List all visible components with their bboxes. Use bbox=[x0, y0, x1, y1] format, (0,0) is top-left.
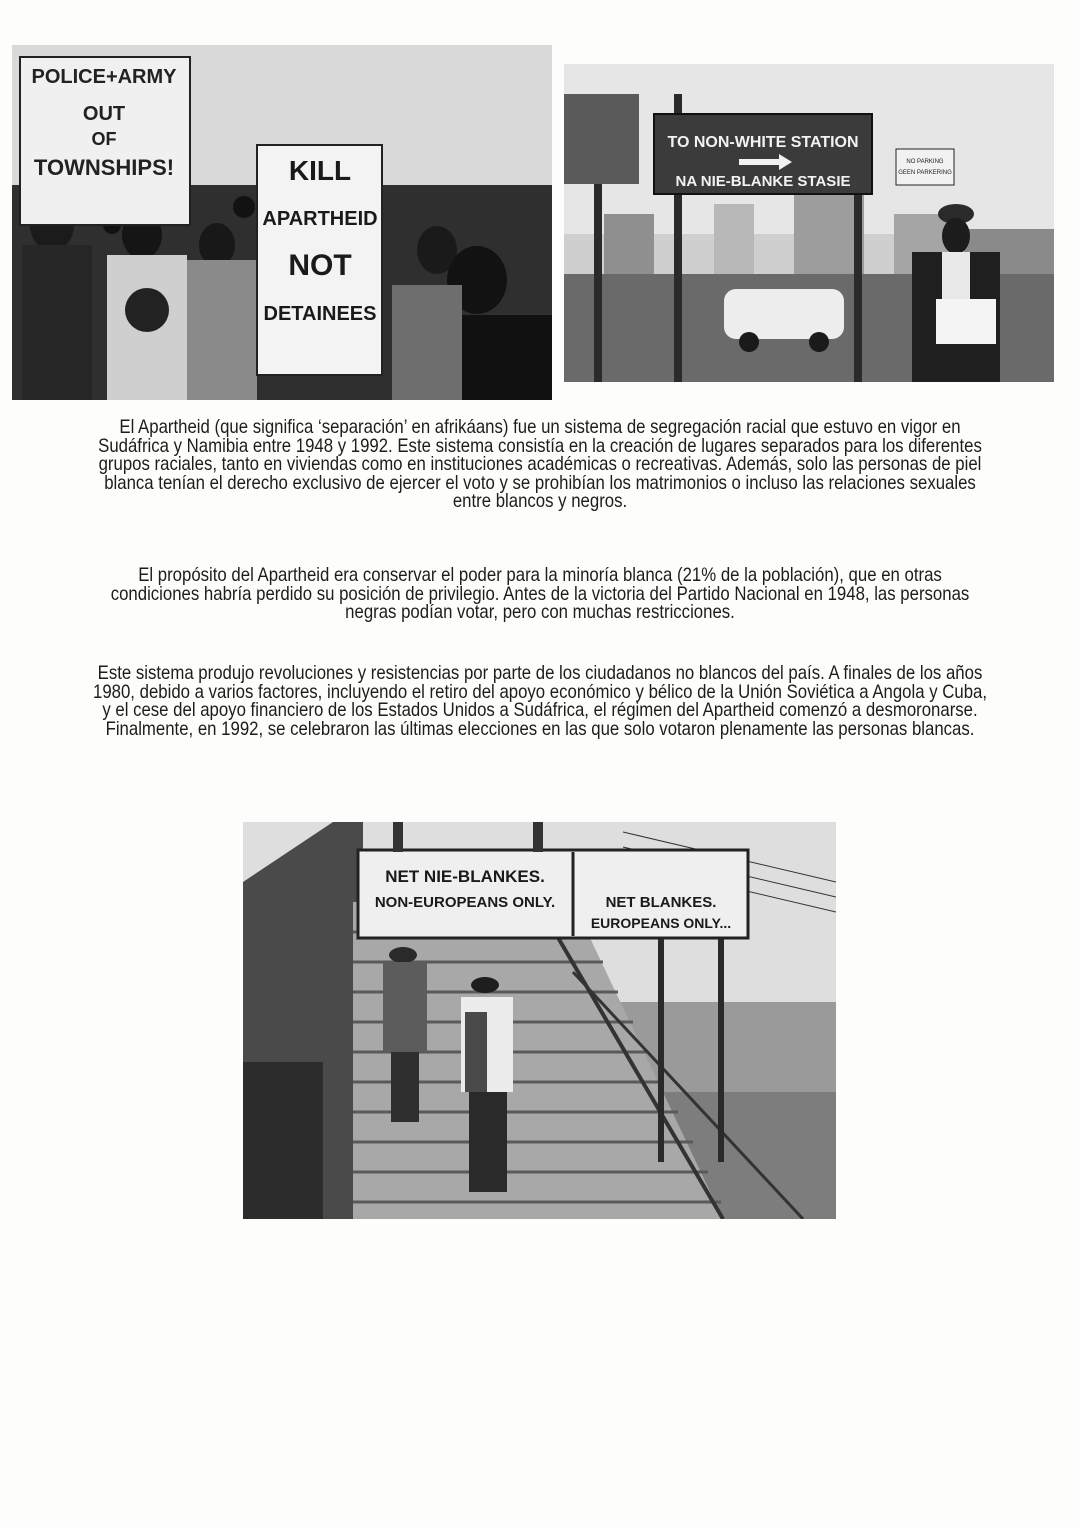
sign-detainees: DETAINEES bbox=[263, 303, 377, 325]
sign-of: OF bbox=[91, 129, 117, 149]
sign-kill: KILL bbox=[288, 155, 352, 186]
sign-out: OUT bbox=[82, 103, 126, 125]
paragraph-end bbox=[93, 664, 987, 738]
station-sign-photo bbox=[564, 64, 1054, 382]
sign-europeans-only: EUROPEANS ONLY... bbox=[590, 915, 732, 931]
sign-net-nie-blankes: NET NIE-BLANKES. bbox=[385, 867, 545, 886]
sign-not: NOT bbox=[288, 249, 352, 282]
sign-townships: TOWNSHIPS! bbox=[33, 155, 175, 180]
sign-police-army: POLICE+ARMY bbox=[31, 66, 177, 88]
small-sign-no-parking: NO PARKING bbox=[906, 159, 944, 165]
sign-apartheid: APARTHEID bbox=[262, 208, 378, 230]
paragraph-purpose bbox=[93, 566, 987, 622]
protest-photo bbox=[12, 45, 552, 400]
paragraph-text: El propósito del Apartheid era conservar el poder para la minoría blanca (21% de la población), que en otras condiciones habría perdido su posición de privilegio. Antes de la victoria del Partido Nacional en 1948, las personas negras podían votar, pero con muchas restricciones. bbox=[110, 564, 970, 623]
sign-to-non-white-station: TO NON-WHITE STATION bbox=[667, 134, 859, 151]
sign-non-europeans-only: NON-EUROPEANS ONLY. bbox=[374, 894, 556, 911]
segregated-stairs-photo bbox=[243, 822, 836, 1219]
paragraph-text: Este sistema produjo revoluciones y resistencias por parte de los ciudadanos no blancos del país. A finales de los años 1980, debido a varios factores, incluyendo el retiro del apoyo económico y bélico de la Unión Soviética a Angola y Cuba, y el cese del apoyo financiero de los Estados Unidos a Sudáfrica, el régimen del Apartheid comenzó a desmoronarse. Finalmente, en 1992, se celebraron las últimas elecciones en las que solo votaron plenamente las personas blancas. bbox=[92, 662, 988, 740]
small-sign-geen-parkering: GEEN PARKERING bbox=[898, 170, 952, 176]
sign-net-blankes: NET BLANKES. bbox=[605, 894, 717, 911]
sign-na-nie-blanke-stasie: NA NIE-BLANKE STASIE bbox=[675, 173, 851, 190]
paragraph-definition bbox=[93, 418, 987, 511]
paragraph-text: El Apartheid (que significa ‘separación’ en afrikáans) fue un sistema de segregación racial que estuvo en vigor en Sudáfrica y Namibia entre 1948 y 1992. Este sistema consistía en la creación de lugares separados para los diferentes grupos raciales, tanto en viviendas como en instituciones académicas o recreativas. Además, solo las personas de piel blanca tenían el derecho exclusivo de ejercer el voto y se prohibían los matrimonios o incluso las relaciones sexuales entre blancos y negros. bbox=[98, 416, 982, 512]
